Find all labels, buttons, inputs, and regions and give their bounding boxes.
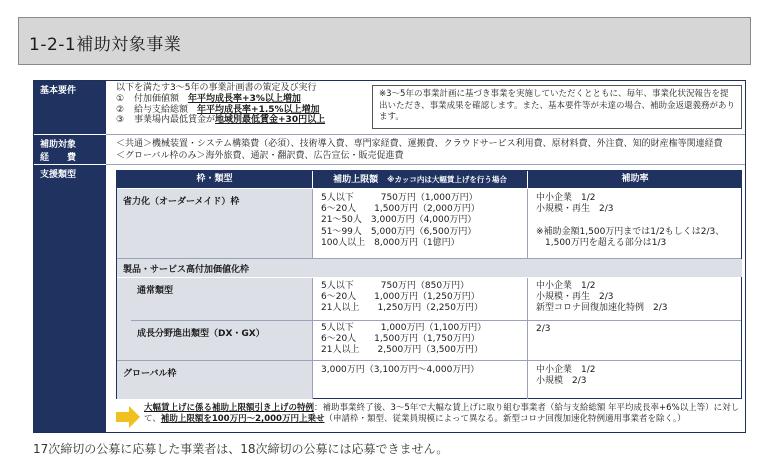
rate-seicho: 2/3	[536, 324, 551, 334]
col-divider	[312, 189, 313, 259]
rate-shoryokuka: 中小企業 1/2 小規模・再生 2/3 ※補助金額1,500万円までは1/2もしくは2/3、 1,500万円を超える部分は1/3	[536, 193, 725, 248]
limit-global: 3,000万円（3,100万円～4,000万円）	[321, 365, 480, 375]
footnote-text: 大幅賃上げに係る補助上限額引き上げの特例：補助事業終了後、3～5年で大幅な賃上げに取り組む事業者（給与支給総額 年平均成長率+6%以上等）に対して、補助上限額を100万円～2,000万円上乗せ（申請枠・類型、従業員規模によって異なる。新型コロナ回復加速化特例適用事業者を除く。）	[144, 403, 740, 424]
eligible-expenses	[116, 138, 723, 162]
frame-shoryokuka: 省力化（オーダーメイド）枠	[117, 189, 312, 258]
rate-global: 中小企業 1/2 小規模 2/3	[536, 365, 596, 387]
basic-note-box: ※3～5年の事業計画に基づき事業を実施していただくとともに、毎年、事業化状況報告を提出いただき、事業成果を確認します。また、基本要件等が未達の場合、補助金返還義務があります。	[372, 85, 742, 129]
expenses-common: ＜共通＞機械装置・システム構築費（必須）、技術導入費、専門家経費、運搬費、クラウドサービス利用費、原材料費、外注費、知的財産権等関連経費	[116, 139, 723, 149]
wage-increase-footnote	[116, 402, 742, 433]
summary-panel	[33, 80, 746, 433]
frame-tsujo: 通常類型	[131, 278, 312, 320]
arrow-right-icon	[116, 406, 140, 428]
rate-tsujo: 中小企業 1/2 小規模・再生 2/3 新型コロナ回復加速化特例 2/3	[536, 281, 668, 314]
header-rate: 補助率	[528, 171, 742, 188]
requirement-item: ③ 事業場内最低賃金が地域別最低賃金+30円以上	[116, 115, 326, 126]
support-table	[116, 170, 742, 399]
header-frame: 枠・類型	[117, 171, 312, 188]
side-label-expenses: 補助対象 経 費	[34, 135, 106, 164]
requirement-item: ② 給与支給総額 年平均成長率+1.5%以上増加	[116, 104, 320, 115]
limit-tsujo: 5人以下 750万円（850万円） 6～20人 1,000万円（1,250万円） 21人以上 1,250万円（2,250万円）	[321, 281, 483, 314]
page-title-bar	[18, 17, 751, 65]
col-divider	[527, 189, 528, 259]
header-limit: 補助上限額 ※カッコ内は大幅賃上げを行う場合	[313, 171, 527, 188]
basic-intro: 以下を満たす3～5年の事業計画書の策定及び実行	[116, 83, 317, 93]
limit-seicho: 5人以下 1,000万円（1,100万円） 6～20人 1,500万円（1,750万円） 21人以上 2,500万円（3,500万円）	[321, 323, 487, 356]
side-label-basic: 基本要件	[34, 81, 106, 134]
requirement-item: ① 付加価値額 年平均成長率+3%以上増加	[116, 93, 301, 104]
divider	[106, 134, 745, 135]
limit-shoryokuka: 5人以下 750万円（1,000万円） 6～20人 1,500万円（2,000万円） 21～50人 3,000万円（4,000万円） 51～99人 5,000万円（6,500万円） 100人以上 8,000万円（1億円）	[321, 193, 480, 248]
bottom-note: 17次締切の公募に応募した事業者は、18次締切の公募には応募できません。	[33, 442, 449, 456]
col-divider	[527, 278, 528, 399]
indent-band	[117, 278, 131, 360]
frame-seicho: 成長分野進出類型（DX・GX）	[131, 321, 312, 360]
expenses-global: ＜グローバル枠のみ＞海外旅費、通訳・翻訳費、広告宣伝・販売促進費	[116, 151, 404, 161]
frame-global: グローバル枠	[117, 361, 312, 399]
side-label-support: 支援類型	[34, 165, 106, 433]
page-title: 1-2-1補助対象事業	[29, 35, 182, 55]
col-divider	[312, 278, 313, 399]
basic-requirements	[116, 83, 325, 126]
frame-seihin: 製品・サービス高付加価値化枠	[117, 259, 742, 277]
divider	[106, 164, 745, 165]
